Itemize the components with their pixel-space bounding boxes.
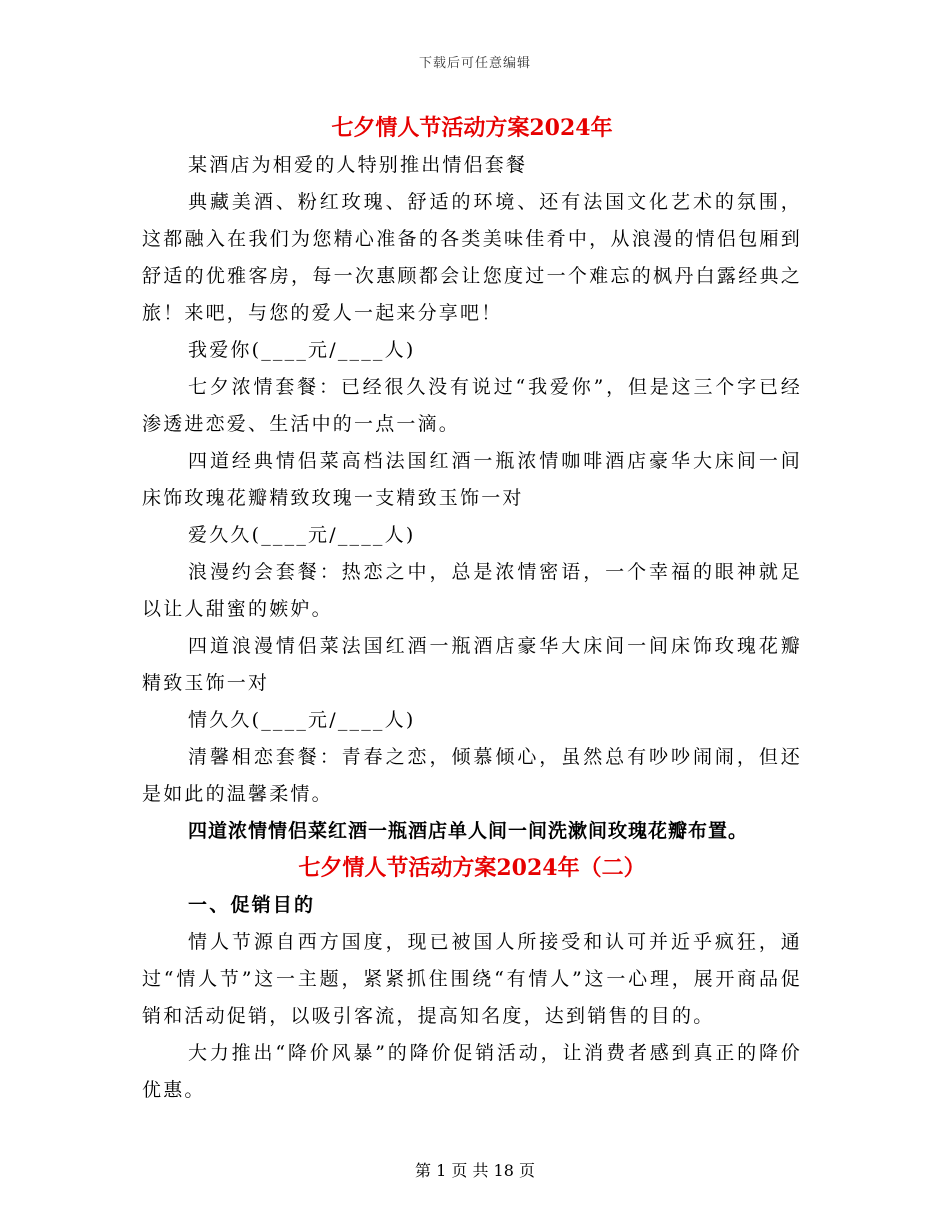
paragraph: 四道经典情侣菜高档法国红酒一瓶浓情咖啡酒店豪华大床间一间床饰玫瑰花瓣精致玫瑰一支精致玉饰一对 [142,450,802,509]
page-number: 第 1 页 共 18 页 [415,1161,535,1180]
package-price-line: 爱久久(____元/____人) [188,524,416,546]
paragraph: 情人节源自西方国度，现已被国人所接受和认可并近乎疯狂，通过“情人节”这一主题，紧紧抓住围绕“有情人”这一心理，展开商品促销和活动促销，以吸引客流，提高知名度，达到销售的目的。 [142,931,802,1027]
paragraph: 四道浪漫情侣菜法国红酒一瓶酒店豪华大床间一间床饰玫瑰花瓣精致玉饰一对 [142,635,802,694]
section-title: 七夕情人节活动方案2024年（二） [298,855,646,881]
paragraph: 七夕浓情套餐：已经很久没有说过“我爱你”，但是这三个字已经渗透进恋爱、生活中的一点一滴。 [142,376,802,435]
document-title: 七夕情人节活动方案2024年 [331,115,613,141]
paragraph: 大力推出“降价风暴”的降价促销活动，让消费者感到真正的降价优惠。 [142,1042,802,1101]
paragraph: 浪漫约会套餐：热恋之中，总是浓情密语，一个幸福的眼神就足以让人甜蜜的嫉妒。 [142,561,802,620]
bold-paragraph: 四道浓情情侣菜红酒一瓶酒店单人间一间洗漱间玫瑰花瓣布置。 [188,820,749,842]
paragraph: 典藏美酒、粉红玫瑰、舒适的环境、还有法国文化艺术的氛围，这都融入在我们为您精心准备的各类美味佳肴中，从浪漫的情侣包厢到舒适的优雅客房，每一次惠顾都会让您度过一个难忘的枫丹白露经典之旅！来吧，与您的爱人一起来分享吧！ [142,191,802,324]
section-heading: 一、促销目的 [188,894,316,916]
package-price-line: 我爱你(____元/____人) [188,339,416,361]
document-body [142,110,802,1109]
package-price-line: 情久久(____元/____人) [188,709,416,731]
paragraph: 清馨相恋套餐：青春之恋，倾慕倾心，虽然总有吵吵闹闹，但还是如此的温馨柔情。 [142,746,802,805]
paragraph: 某酒店为相爱的人特别推出情侣套餐 [188,154,528,176]
header-note: 下载后可任意编辑 [418,56,531,71]
